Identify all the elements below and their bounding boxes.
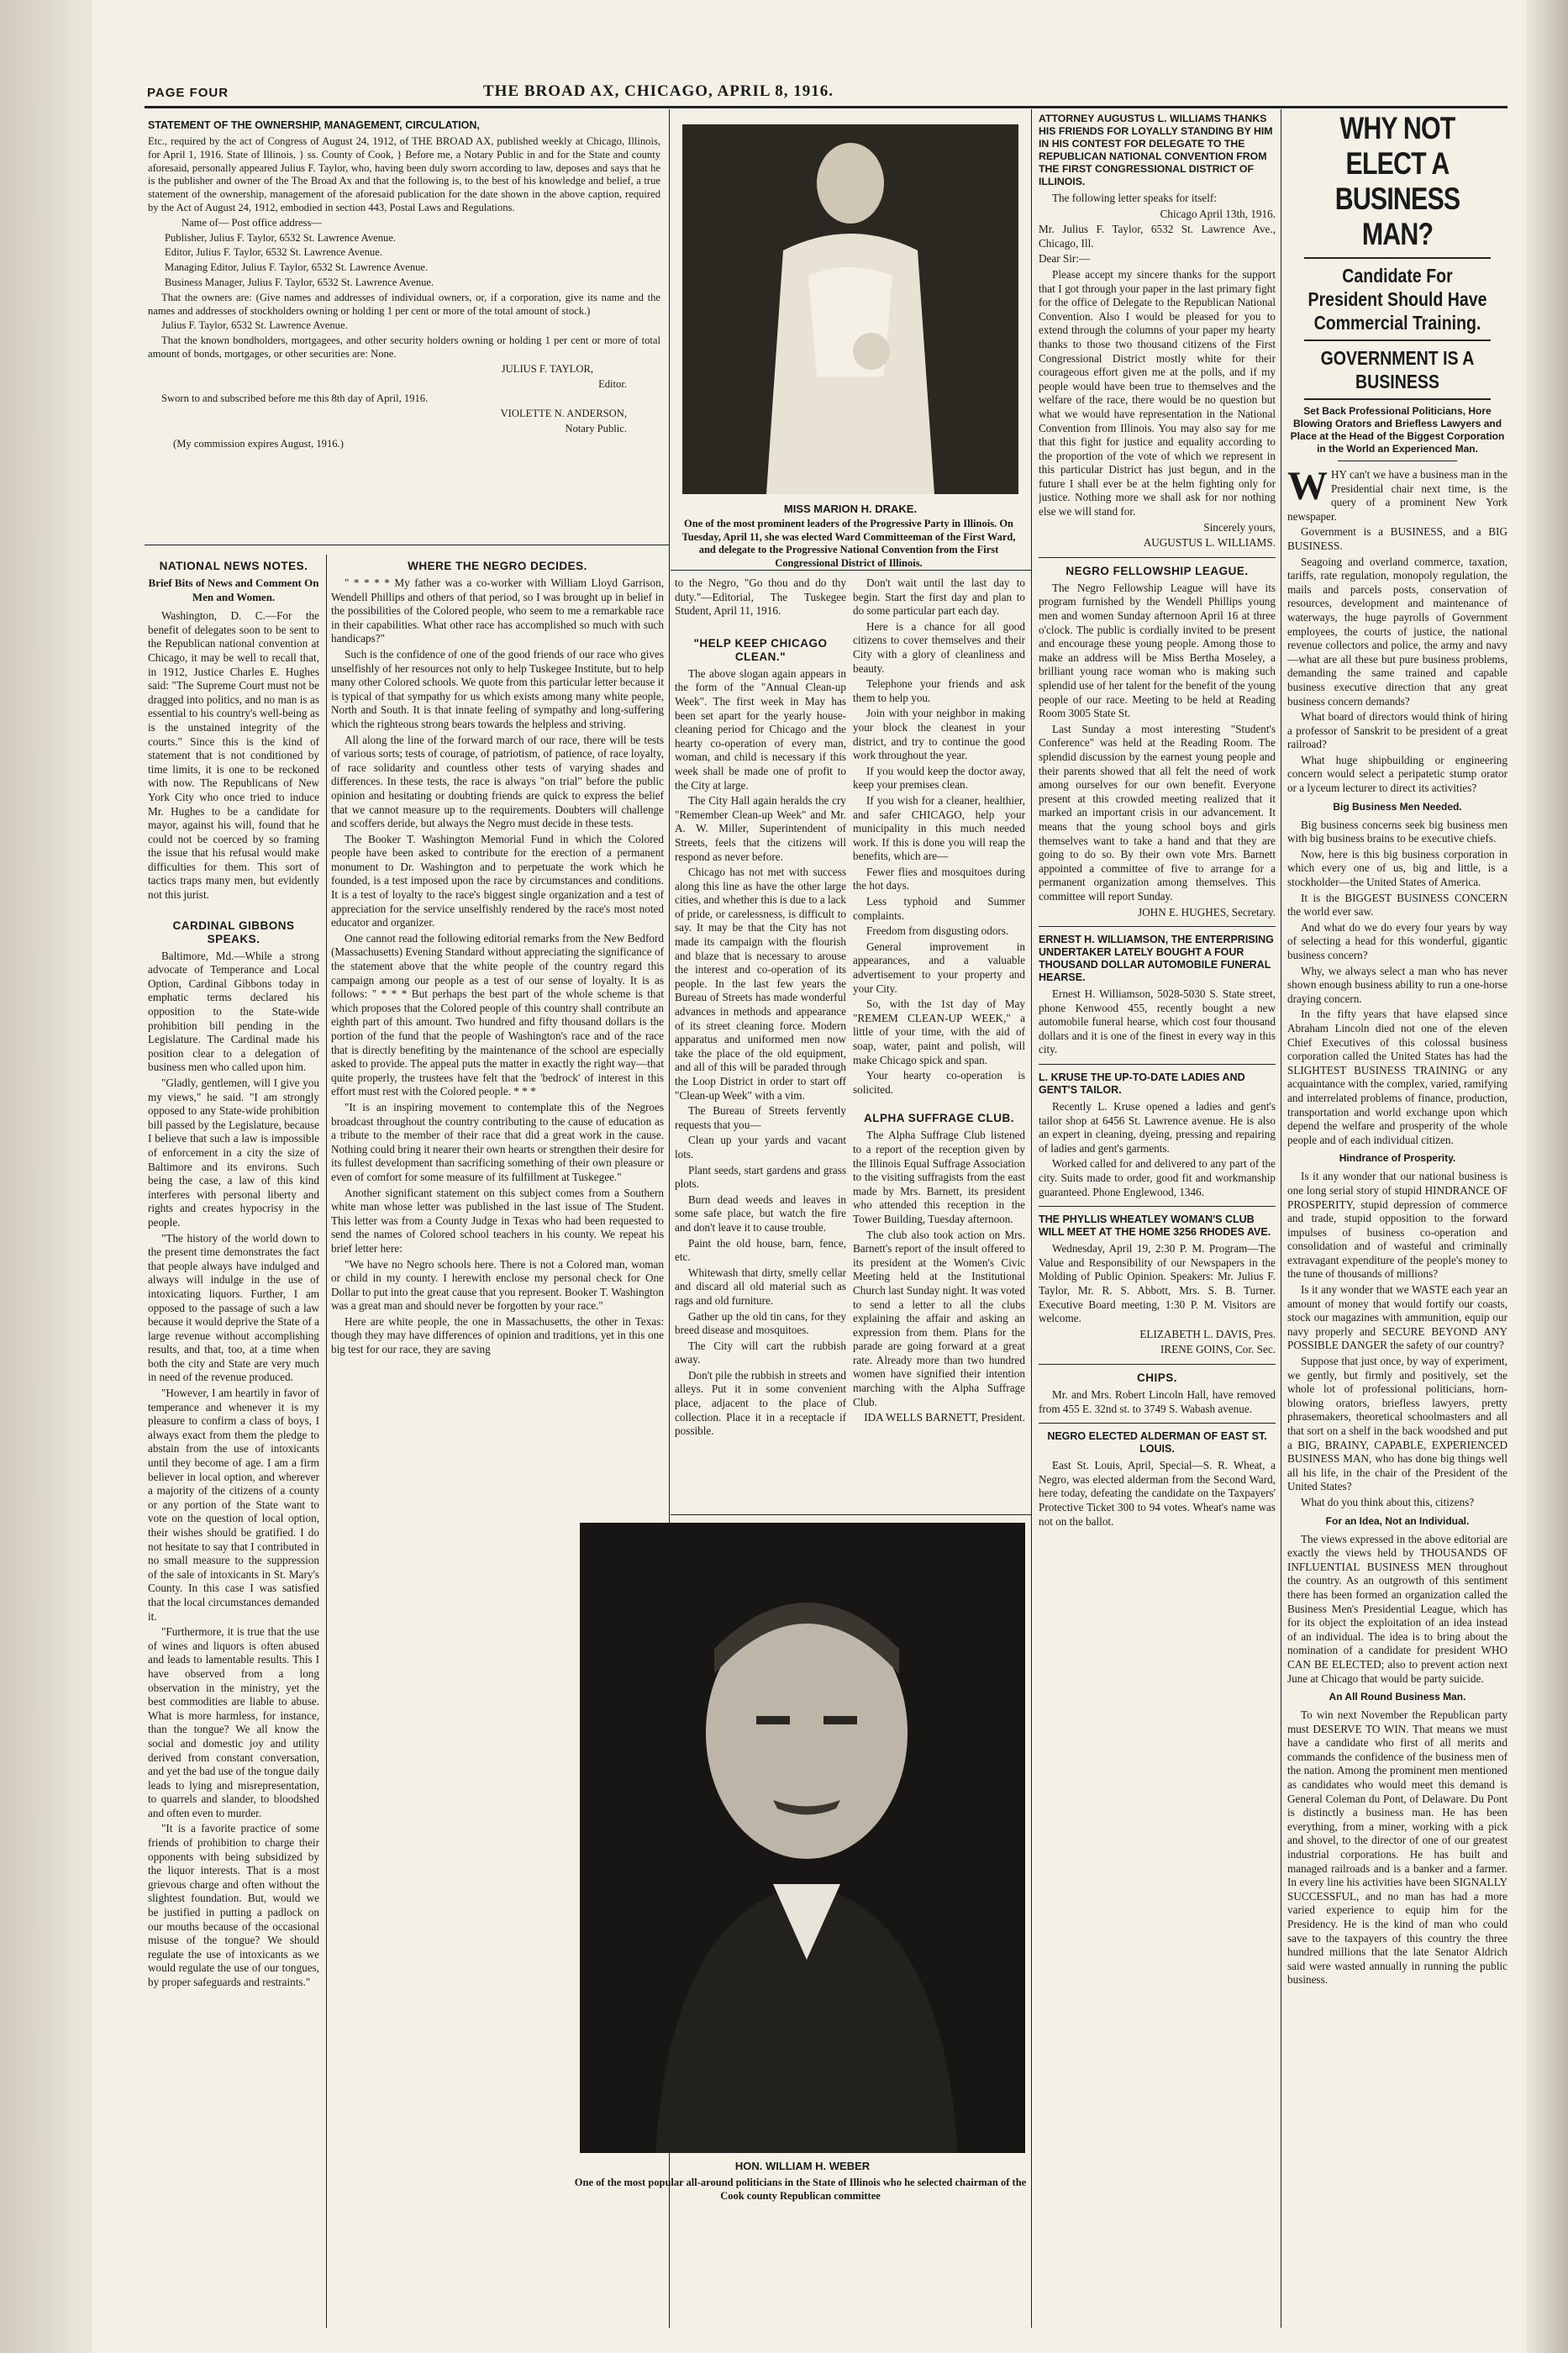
article-paragraph: One cannot read the following editorial remarks from the New Bedford (Massachusetts) Evening Standard without appreciating the significance of the statement above that the white people of the country regard this campaign among our people as a test of our sense of loyalty. It is as follows: " * * * But perhaps the best part of the whole scheme is that which proposes that the Colored people of this country shall contribute an eighth part of this amount. Two hundred and fifty thousand dollars is the portion of the fund that the people of Washington's race and of the race that is directly benefiting by the maintenance of the school are especially asked to provide. The appeal puts the matter in exactly the right way—that quite properly, the trustees have felt that the 'bedrock' of interest in this effort must rest with the Colored people. * * * (331, 931, 664, 1098)
business-headline-2: BUSINESS MAN? (1334, 182, 1460, 251)
article-paragraph: Your hearty co-operation is solicited. (853, 1069, 1025, 1096)
signature: JULIUS F. TAYLOR, (501, 362, 593, 375)
business-deck: Set Back Professional Politicians, Hore Blowing Orators and Briefless Lawyers and Place at the Head of the Biggest Corporation in the World an Experienced Man. (1290, 405, 1505, 455)
article-paragraph: "It is an inspiring movement to contemplate this of the Negroes broadcast throughout the country contributing to the cause of education as a tribute to the member of their race that did a great work in the cause. Nothing could bring it nearer their own hearts or strengthen their desire for its fullest development than sacrificing something of their own pleasure or even of comfort for some measure of its fulfillment at Tuskegee." (331, 1100, 664, 1183)
article-paragraph: Wednesday, April 19, 2:30 P. M. Program—The Value and Responsibility of our Newspapers in the Molding of Public Opinion. Speakers: Mr. Julius F. Taylor, Mr. R. S. Abbott, Mrs. S. B. Turner. Executive Board meeting, 1:30 P. M. Visitors are welcome. (1039, 1242, 1276, 1325)
article-paragraph: Last Sunday a most interesting "Student's Conference" was held at the Reading Room. The splendid discussion by the earnest young people and their parents showed that all felt the need of work among ourselves for our own benefit. Everyone present at this crowded meeting realized that it marked an important crisis in our advancement. It means that the young school boys and girls themselves want to take a hand and that they are going to do so. By their own vote Mrs. Barnett appointed a committee of five to arrange for a permanent organization among themselves. This committee will report Sunday. (1039, 722, 1276, 903)
article-paragraph: It is the BIGGEST BUSINESS CONCERN the world ever saw. (1287, 891, 1507, 919)
section-rule (1039, 1206, 1276, 1207)
article-paragraph: The Bureau of Streets fervently requests that you— (675, 1104, 846, 1131)
article-paragraph: What do you think about this, citizens? (1301, 1495, 1475, 1508)
drake-photo (682, 124, 1018, 494)
list-item: Burn dead weeds and leaves in some safe place, but watch the fire and don't leave it to cause trouble. (675, 1192, 846, 1234)
article-paragraph: In the fifty years that have elapsed since Abraham Lincoln died not one of the eleven Chief Executives of this colossal business corporation called the United States has had the SLIGHTEST BUSINESS TRAINING or any acquaintance with the complex, varied, ramifying and interrelated problems of finance, production, transportation and world exchange upon which depend the welfare and prosperity of the whole people and of each individual citizen. (1287, 1008, 1507, 1146)
article-paragraph: Don't wait until the last day to begin. Start the first day and plan to do some particular part each day. (853, 576, 1025, 618)
article-paragraph: If you wish for a cleaner, healthier, and safer CHICAGO, help your municipality in this much needed work. If this is done you will reap the benefits, which are— (853, 793, 1025, 863)
section-rule (1039, 1423, 1276, 1424)
weber-caption: HON. WILLIAM H. WEBER (734, 2160, 871, 2172)
article-paragraph: "However, I am heartily in favor of temperance and whenever it is my pleasure to confirm a class of boys, I always exact from them the pledge to abstain from the use of intoxicants until they become of age. I am a firm believer in local option, and wherever a majority of the citizens of a county or any portion of the State want to vote on the question of local option, their wishes should be gratified. I do not hesitate to say that I contributed in no small measure to the suppression of the sale of intoxicants in St. Mary's County. In this case I was satisfied that the local circumstances demanded it. (148, 1387, 319, 1623)
article-paragraph: Why, we always select a man who has never shown enough business ability to run a one-horse draying concern. (1287, 964, 1507, 1005)
wheatley-signature: ELIZABETH L. DAVIS, Pres. (1139, 1327, 1276, 1340)
section-rule (1039, 1064, 1276, 1065)
article-paragraph: Telephone your friends and ask them to help you. (853, 677, 1025, 704)
list-item: Whitewash that dirty, smelly cellar and discard all old material such as rags and old furniture. (675, 1266, 846, 1307)
notary-title: Notary Public. (565, 422, 627, 434)
commission-line: (My commission expires August, 1916.) (173, 437, 344, 450)
article-paragraph: To win next November the Republican party must DESERVE TO WIN. That means we must have a candidate who first of all merits and commands the confidence of the business men of the nation. Among the prominent men mentioned as candidates who would meet this demand is General Coleman du Pont, of Delaware. Du Pont is distinctly a business man. He has been everything, from a miner, working with a pick and shovel, to the director of one of our greatest industrial corporations. He has built and managed railroads and is a banker and a farmer. In every line his activities have been SIGNALLY SUCCESSFUL, and no man has had a more varied experience to equip him for the Presidency. He is the kind of man who could save to the taxpayers of this country the three hundred millions that the late Senator Aldrich said were wasted annually in running the public business. (1287, 1708, 1507, 1987)
article-paragraph: Freedom from disgusting odors. (866, 924, 1009, 938)
list-item: Paint the old house, barn, fence, etc. (675, 1236, 846, 1264)
article-paragraph: So, with the 1st day of May "REMEM CLEAN-UP WEEK," a little of your time, with the aid of soap, water, paint and polish, will make Chicago spick and span. (853, 998, 1025, 1066)
portrait-man-image (580, 1523, 1025, 2153)
business-headline-4: GOVERNMENT IS A BUSINESS (1320, 347, 1475, 392)
article-paragraph: Is it any wonder that we WASTE each year an amount of money that would fortify our coasts, stock our magazines with ammunition, equip our navy properly and SECURE BEYOND ANY POSSIBLE DANGER the safety of our country? (1287, 1283, 1507, 1352)
letter-close: Sincerely yours, (1203, 520, 1276, 534)
column-3 (675, 576, 846, 1508)
header-rule (145, 106, 1507, 108)
scan-edge-right (1526, 0, 1568, 2353)
article-paragraph: Now, here is this big business corporation in which every one of us, big and little, is a stockholder—the United States of America. (1287, 847, 1507, 889)
article-paragraph: "Gladly, gentlemen, will I give you my views," he said. "I am strongly opposed to any State-wide prohibition bill passed by the Legislature, because I believe that such a law is impossible of enforcement in a city the size of Baltimore and its environs. Such being the case, a law of this kind interferes with personal liberty and rights and creates hypocrisy in the people. (148, 1076, 319, 1229)
wheatley-signature: IRENE GOINS, Cor. Sec. (1160, 1343, 1276, 1356)
notary-signature: VIOLETTE N. ANDERSON, (500, 408, 627, 420)
article-paragraph: HY can't we have a business man in the Presidential chair next time, is the query of a prominent New York newspaper. (1287, 468, 1507, 523)
ownership-statement (148, 116, 660, 540)
article-paragraph: Baltimore, Md.—While a strong advocate of Temperance and Local Option, Cardinal Gibbons today in emphatic terms declared his opposition to the State-wide prohibition bill pending in the Legislature. The Cardinal made his position clear to a delegation of business men who called upon him. (148, 949, 319, 1074)
article-paragraph: General improvement in appearances, and a valuable advertisement to your property and your City. (853, 940, 1025, 995)
article-paragraph: Suppose that just once, by way of experiment, we gently, but firmly and positively, set the whole lot of professional politicians, horn-blowing orators, briefless lawyers, pretty phrasemakers, theoretical schoolmasters and all that sort on a shelf in the back woodshed and put a BIG, BRAINY, CAPABLE, EXPERIENCED BUSINESS MAN, who has done big things well all his life, in the chair of the President of the United States? (1287, 1355, 1507, 1493)
national-news-title: NATIONAL NEWS NOTES. (159, 560, 308, 572)
article-paragraph: Mr. and Mrs. Robert Lincoln Hall, have removed from 455 E. 32nd st. to 3749 S. Wabash avenue. (1039, 1387, 1276, 1415)
suffrage-title: ALPHA SUFFRAGE CLUB. (864, 1112, 1014, 1125)
page-number: PAGE FOUR (147, 86, 229, 100)
article-paragraph: to the Negro, "Go thou and do thy duty."—Editorial, The Tuskegee Student, April 11, 1916. (675, 576, 846, 618)
suffrage-signature: IDA WELLS BARNETT, President. (864, 1411, 1025, 1424)
portrait-woman-image (682, 124, 1018, 494)
negro-decides-title: WHERE THE NEGRO DECIDES. (408, 560, 587, 572)
letter-date: Chicago April 13th, 1916. (1160, 207, 1276, 220)
section-rule (671, 570, 1032, 571)
letter-address: Mr. Julius F. Taylor, 6532 St. Lawrence Ave., Chicago, Ill. (1039, 223, 1276, 250)
article-paragraph: And what do we do every four years by way of selecting a head for this wonderful, gigantic business concern? (1287, 920, 1507, 961)
article-paragraph: The Booker T. Washington Memorial Fund in which the Colored people have been asked to contribute for the erection of a permanent monument to Dr. Washington and to perpetuate the work which he founded, is a test imposed upon the race by circumstances and conditions. It is a test of loyalty to the race's biggest single organization and a test of appreciation for the service unselfishly rendered by the race's most noted educator and organizer. (331, 832, 664, 929)
article-paragraph: Government is a BUSINESS, and a BIG BUSINESS. (1287, 525, 1507, 552)
page-header (147, 82, 1508, 104)
article-paragraph: The following letter speaks for itself: (1052, 192, 1217, 204)
ownership-line: Julius F. Taylor, 6532 St. Lawrence Avenue. (161, 319, 348, 332)
kruse-title: L. KRUSE THE UP-TO-DATE LADIES AND GENT'S TAILOR. (1039, 1071, 1245, 1097)
article-paragraph: East St. Louis, April, Special—S. R. Wheat, a Negro, was elected alderman from the Second Ward, here today, defeating the candidate on the Taxpayers' Protective Ticket 300 to 94 votes. Wheat's name was not on the ballot. (1039, 1459, 1276, 1528)
headline-rule (1304, 340, 1491, 341)
business-headline-1: WHY NOT ELECT A (1339, 111, 1455, 181)
column-1 (148, 555, 319, 2328)
cleanup-title: "HELP KEEP CHICAGO CLEAN." (693, 636, 828, 663)
article-paragraph: Another significant statement on this subject comes from a Southern white man whose letter was published in the last issue of The Student. This letter was from a County Judge in Texas who had been requested to send the names of Colored school teachers in his county. We repeat his brief letter here: (331, 1186, 664, 1255)
ownership-title: STATEMENT OF THE OWNERSHIP, MANAGEMENT, CIRCULATION, (148, 119, 480, 131)
column-5 (1039, 109, 1276, 2328)
wheatley-title: THE PHYLLIS WHEATLEY WOMAN'S CLUB WILL MEET AT THE HOME 3256 RHODES AVE. (1039, 1213, 1271, 1239)
article-paragraph: The views expressed in the above editorial are exactly the views held by THOUSANDS OF INFLUENTIAL BUSINESS MEN throughout the country. As an outgrowth of this sentiment there has been formed an organization called the Business Men's Presidential League, which has for its object the exploitation of an idea instead of an individual. The idea is to bring about the nomination of a candidate for president WHO CAN BE ELECTED; also to prevent action next June at Chicago that would be party suicide. (1287, 1532, 1507, 1685)
article-paragraph: All along the line of the forward march of our race, there will be tests of various sorts; tests of courage, of patriotism, of patience, of race loyalty, of race solidarity and countless other tests of varying shades and differences. In these tests, the race is always "on trial" before the public opinion and hesitating or doubting friends are quick to express the belief that we cannot measure up to the requirements. Doubters will challenge and scoffers deride, but always the Negro must decide in these tests. (331, 733, 664, 830)
article-paragraph: Seagoing and overland commerce, taxation, tariffs, rate regulation, monopoly regulation, the mails and parcels posts, conservation of resources, development and maintenance of waterways, the huge payrolls of Government employees, the courts of justice, the national revenue collectors and police, the army and navy—what are all these but pure business problems, demanding the same trained and capable business executive direction that any great business concern demands? (1287, 555, 1507, 708)
ownership-line: That the known bondholders, mortgagees, and other security holders owning or holding 1 per cent or more of total amount of bonds, mortgages, or other securities are: None. (148, 334, 660, 360)
ownership-line: Editor, Julius F. Taylor, 6532 St. Lawrence Avenue. (165, 246, 382, 259)
list-item: Plant seeds, start gardens and grass plots. (675, 1163, 846, 1191)
ownership-line: Name of— Post office address— (182, 216, 322, 229)
article-paragraph: Join with your neighbor in making your block the cleanest in your district, and try to continue the good work throughout the year. (853, 707, 1025, 762)
undertaker-title: ERNEST H. WILLIAMSON, THE ENTERPRISING UNDERTAKER LATELY BOUGHT A FOUR THOUSAND DOLLAR AUTOMOBILE FUNERAL HEARSE. (1039, 934, 1274, 984)
business-subhead: Hindrance of Prosperity. (1339, 1152, 1456, 1165)
section-rule (1039, 926, 1276, 927)
article-paragraph: "Furthermore, it is true that the use of wines and liquors is often abused and leads to lamentable results. This I have observed from a long observation in the ministry, yet the best commodities are liable to abuse. What is more harmless, for instance, than the tongue? We all know the social and domestic joy and utility derived from constant conversation, and yet the bad use of the tongue daily leads to lying and misrepresentation, to quarrels and slander, to bloodshed and often even to murder. (148, 1625, 319, 1819)
column-rule (326, 555, 327, 2328)
article-paragraph: Recently L. Kruse opened a ladies and gent's tailor shop at 6456 St. Lawrence avenue. He is also an expert in cleaning, dyeing, pressing and repairing of ladies and gent's garments. (1039, 1100, 1276, 1155)
article-paragraph: If you would keep the doctor away, keep your premises clean. (853, 764, 1025, 792)
weber-photo (580, 1523, 1025, 2153)
article-paragraph: The above slogan again appears in the form of the "Annual Clean-up Week". The first week in May has been set apart for the yearly house-cleaning period for Chicago and the hearty co-operation of every man, woman, and child is necessary if this week shall be made one of profit to the City at large. (675, 666, 846, 792)
weber-caption-text (571, 2177, 1029, 2210)
article-paragraph: Such is the confidence of one of the good friends of our race who gives unselfishly of her resources not only to help Tuskegee Institute, but to help many other Colored schools. We quote from this particular letter because it is typical of that sympathy for us which exists among many white people, North and South. It is that innate feeling of sympathy and long-suffering which the righteous strong bears towards the helpless and striving. (331, 647, 664, 730)
drake-caption: MISS MARION H. DRAKE. (783, 503, 918, 515)
article-paragraph: The City Hall again heralds the cry "Remember Clean-up Week" and Mr. A. W. Miller, Superintendent of Streets, feels that the citizens will respond as never before. (675, 794, 846, 863)
article-paragraph: Here are white people, the one in Massachusetts, the other in Texas: though they may have differences of opinion and traditions, yet in this one big test for our race, they are saving (331, 1314, 664, 1356)
article-paragraph: The Alpha Suffrage Club listened to a report of the reception given by the Illinois Equal Suffrage Association to the visiting suffragists from the east made by Mrs. Barnett, its president who attended this reception in the Tower Building, Tuesday afternoon. (853, 1129, 1025, 1225)
business-subhead: For an Idea, Not an Individual. (1325, 1514, 1470, 1527)
scan-edge-left (0, 0, 92, 2353)
article-paragraph: "The history of the world down to the present time demonstrates the fact that people always have indulged and always will indulge in the use of intoxicating liquors. Further, I am opposed to the passage of such a law because it would deprive the State of a large revenue without accomplishing results, and that, too, at a time when both the city and State are very much in need of the revenue produced. (148, 1231, 319, 1384)
article-paragraph: Is it any wonder that our national business is one long serial story of stupid HINDRANCE OF PROSPERITY, stupid depression of commerce and trade, stupid opposition to the forward impulses of business co-operation and consolidation and of wasteful and criminally extravagant expenditure of the people's money to the tune of thousands of millions? (1287, 1170, 1507, 1281)
article-paragraph: Less typhoid and Summer complaints. (853, 895, 1025, 922)
article-paragraph: Ernest H. Williamson, 5028-5030 S. State street, phone Kenwood 455, recently bought a new automobile funeral hearse, which cost four thousand dollars and it is one of the finest in every way in this city. (1039, 987, 1276, 1056)
section-rule (1039, 557, 1276, 558)
drake-caption-text (672, 518, 1025, 568)
ownership-line: Managing Editor, Julius F. Taylor, 6532 St. Lawrence Avenue. (165, 261, 429, 274)
list-item: Gather up the old tin cans, for they breed disease and mosquitoes. (675, 1309, 846, 1337)
section-rule (1039, 1364, 1276, 1365)
article-paragraph: "It is a favorite practice of some friends of prohibition to charge their opponents with being subsidized by the liquor interests. That is a most grievous charge and often without the slightest foundation. But, would we be justified in putting a padlock on our mouths because of the occasional misuse of the tongue? We should regulate the use of intoxicants as we would regulate the use of our tongues, by proper safeguards and restraints." (148, 1822, 319, 1988)
drop-cap: W (1287, 464, 1328, 508)
article-paragraph: " * * * * My father was a co-worker with William Lloyd Garrison, Wendell Phillips and others of that period, so I was brought up in belief in the possibilities of the Colored people, who seem to me a remarkable race in their capabilities. What other race has accomplished so much with such handicaps?" (331, 576, 664, 645)
article-paragraph: "We have no Negro schools here. There is not a Colored man, woman or child in my county. I herewith enclose my personal check for One Dollar to put into the great cause that you represent. Booker T. Washington was a great man and should never be forgotten by your race." (331, 1257, 664, 1313)
article-paragraph: Here is a chance for all good citizens to cover themselves and their City with a glory of cleanliness and beauty. (853, 619, 1025, 675)
letter-salutation: Dear Sir:— (1039, 252, 1091, 266)
fellowship-signature: JOHN E. HUGHES, Secretary. (1138, 905, 1276, 919)
chips-title: CHIPS. (1136, 1371, 1177, 1384)
ownership-line: Business Manager, Julius F. Taylor, 6532 St. Lawrence Avenue. (165, 276, 434, 288)
letter-signature: AUGUSTUS L. WILLIAMS. (1143, 536, 1276, 550)
column-6 (1287, 111, 1507, 2329)
column-4 (853, 576, 1025, 1508)
gibbons-title: CARDINAL GIBBONS SPEAKS. (172, 919, 295, 945)
article-paragraph: Big business concerns seek big business men with big business brains to be executive chiefs. (1287, 818, 1507, 845)
article-paragraph: The club also took action on Mrs. Barnett's report of the insult offered to its president at the Women's Civic Meeting held at the Institutional Church last Sunday night. It was voted to send a letter to all the clubs explaining the affair and asking an expression from them. Plans for the parade are going forward at a great rate. Already more than two hundred women have signified their intention marching with the Alpha Suffrage Club. (853, 1228, 1025, 1408)
section-rule (671, 1514, 1032, 1515)
article-paragraph: Fewer flies and mosquitoes during the hot days. (853, 865, 1025, 892)
business-headline-3: Candidate For President Should Have Commercial Training. (1308, 265, 1487, 334)
article-paragraph: What board of directors would think of hiring a professor of Sanskrit to be president of a great railroad? (1287, 710, 1507, 751)
list-item: Don't pile the rubbish in streets and alleys. Put it in some convenient place, adjacent to the place of collection. Place it in a receptacle if possible. (675, 1368, 846, 1438)
article-paragraph: What huge shipbuilding or engineering concern would select a peripatetic stump orator or a lyceum lecturer to direct its activities? (1287, 753, 1507, 795)
article-paragraph: The Negro Fellowship League will have its program furnished by the Wendell Phillips young men and women Sunday afternoon April 16 at three o'clock. The public is cordially invited to be present and encourage these young people. Among those to make an address will be Miss Bertha Moseley, a brilliant young race woman who is making such splendid use of her talent for the benefit of the young people of our race. Meeting to be held at Reading Room 3005 State St. (1039, 581, 1276, 720)
alderman-title: NEGRO ELECTED ALDERMAN OF EAST ST. LOUIS. (1047, 1430, 1267, 1455)
signature-title: Editor. (598, 377, 627, 390)
list-item: Clean up your yards and vacant lots. (675, 1134, 846, 1161)
ownership-line: Publisher, Julius F. Taylor, 6532 St. Lawrence Avenue. (165, 231, 397, 244)
ownership-body: Etc., required by the act of Congress of August 24, 1912, of THE BROAD AX, published weekly at Chicago, Illinois, for April 1, 1916. State of Illinois, } ss. County of Cook, } Before me, a Notary Public in and for the State and county aforesaid, personally appeared Julius F. Taylor, who, having been duly sworn according to law, deposes and says that he is the publisher and owner of the The Broad Ax and that the following is, to the best of his knowledge and belief, a true statement of the ownership, management of the aforesaid publication for the date shown in the above caption, required by the Act of August 24, 1912, embodied in section 443, Postal Laws and Regulations. (148, 135, 660, 213)
article-paragraph: Worked called for and delivered to any part of the city. Suits made to order, good fit and workmanship guaranteed. Phone Englewood, 1346. (1039, 1157, 1276, 1198)
williams-title: ATTORNEY AUGUSTUS L. WILLIAMS THANKS HIS FRIENDS FOR LOYALLY STANDING BY HIM IN HIS CONTEST FOR DELEGATE TO THE REPUBLICAN NATIONAL CONVENTION FROM THE FIRST CONGRESSIONAL DISTRICT OF ILLINOIS. (1039, 113, 1273, 187)
business-subhead: An All Round Business Man. (1329, 1691, 1466, 1703)
masthead: THE BROAD AX, CHICAGO, APRIL 8, 1916. (483, 82, 834, 100)
caption-paragraph: One of the most popular all-around politicians in the State of Illinois who he selected chairman of the Cook county Republican committee (574, 2177, 1027, 2202)
sworn-line: Sworn to and subscribed before me this 8th day of April, 1916. (161, 392, 429, 405)
article-paragraph: Washington, D. C.—For the benefit of delegates soon to be sent to the Republican national convention at Chicago, it may be well to recall that, in 1912, Justice Charles E. Hughes said: "The Supreme Court must not be dragged into politics, and no man is as essential to his country's well-being as is the unstained integrity of the courts." Since this is the kind of statement that is not conditioned by time limits, it is one to be reckoned with now. The Republicans of New York City who once tried to induce Mr. Hughes to be a candidate for mayor, against his will, found that he could not be coerced by so framing the issue that his refusal would make difficulties for them. This sort of tactics traps many men, but evidently not this jurist. (148, 609, 319, 902)
list-item: The City will cart the rubbish away. (675, 1339, 846, 1366)
headline-rule (1304, 257, 1491, 259)
column-rule (1031, 109, 1032, 2328)
headline-rule (1304, 398, 1491, 400)
business-subhead: Big Business Men Needed. (1333, 800, 1462, 813)
national-news-subtitle: Brief Bits of News and Comment On Men and Women. (148, 576, 319, 603)
caption-paragraph: One of the most prominent leaders of the Progressive Party in Illinois. On Tuesday, April 11, she was elected Ward Committeeman of the First Ward, and delegate to the Progressive National Convention from the First Congressional District of Illinois. (681, 518, 1016, 568)
fellowship-title: NEGRO FELLOWSHIP LEAGUE. (1066, 564, 1249, 577)
ownership-line: That the owners are: (Give names and addresses of individual owners, or, if a corporation, give its name and the names and addresses of stockholders owning or holding 1 per cent or more of the total amount of stock.) (148, 291, 660, 317)
article-paragraph: Please accept my sincere thanks for the support that I got through your paper in the last primary fight for the office of Delegate to the Republican National Convention. Also I would be pleased for you to extend through the columns of your paper my hearty thanks to those two thousand citizens of the First Congressional District mostly white for their courageous effort given me at the polls, and if my people would have been true to themselves and the welfare of the race, there would be no question but what we would have representation in the National Convention from Illinois. You may also say for me that this fight for justice and equality according to the proportion of the vote of which we represent in this particular District has just begun, and in the future I shall ever be at the helm fighting only for justice. Nothing more we shall ask for nor nothing else we will stand for. (1039, 267, 1276, 519)
article-paragraph: Chicago has not met with success along this line as have the other large cities, and whether this is due to a lack of pride, or carelessness, is difficult to say. It may be that the City has not made its campaign with the flourish and blaze that is necessary to arouse the interest and co-operation of its people. In the last few years the Bureau of Streets has made wonderful advances in methods and appearance of its street cleaning force. Modern apparatus and uniformed men now take the place of the old equipment, and all of this will be paraded through the Loop District in order to start off "Clean-up Week" with a vim. (675, 866, 846, 1102)
